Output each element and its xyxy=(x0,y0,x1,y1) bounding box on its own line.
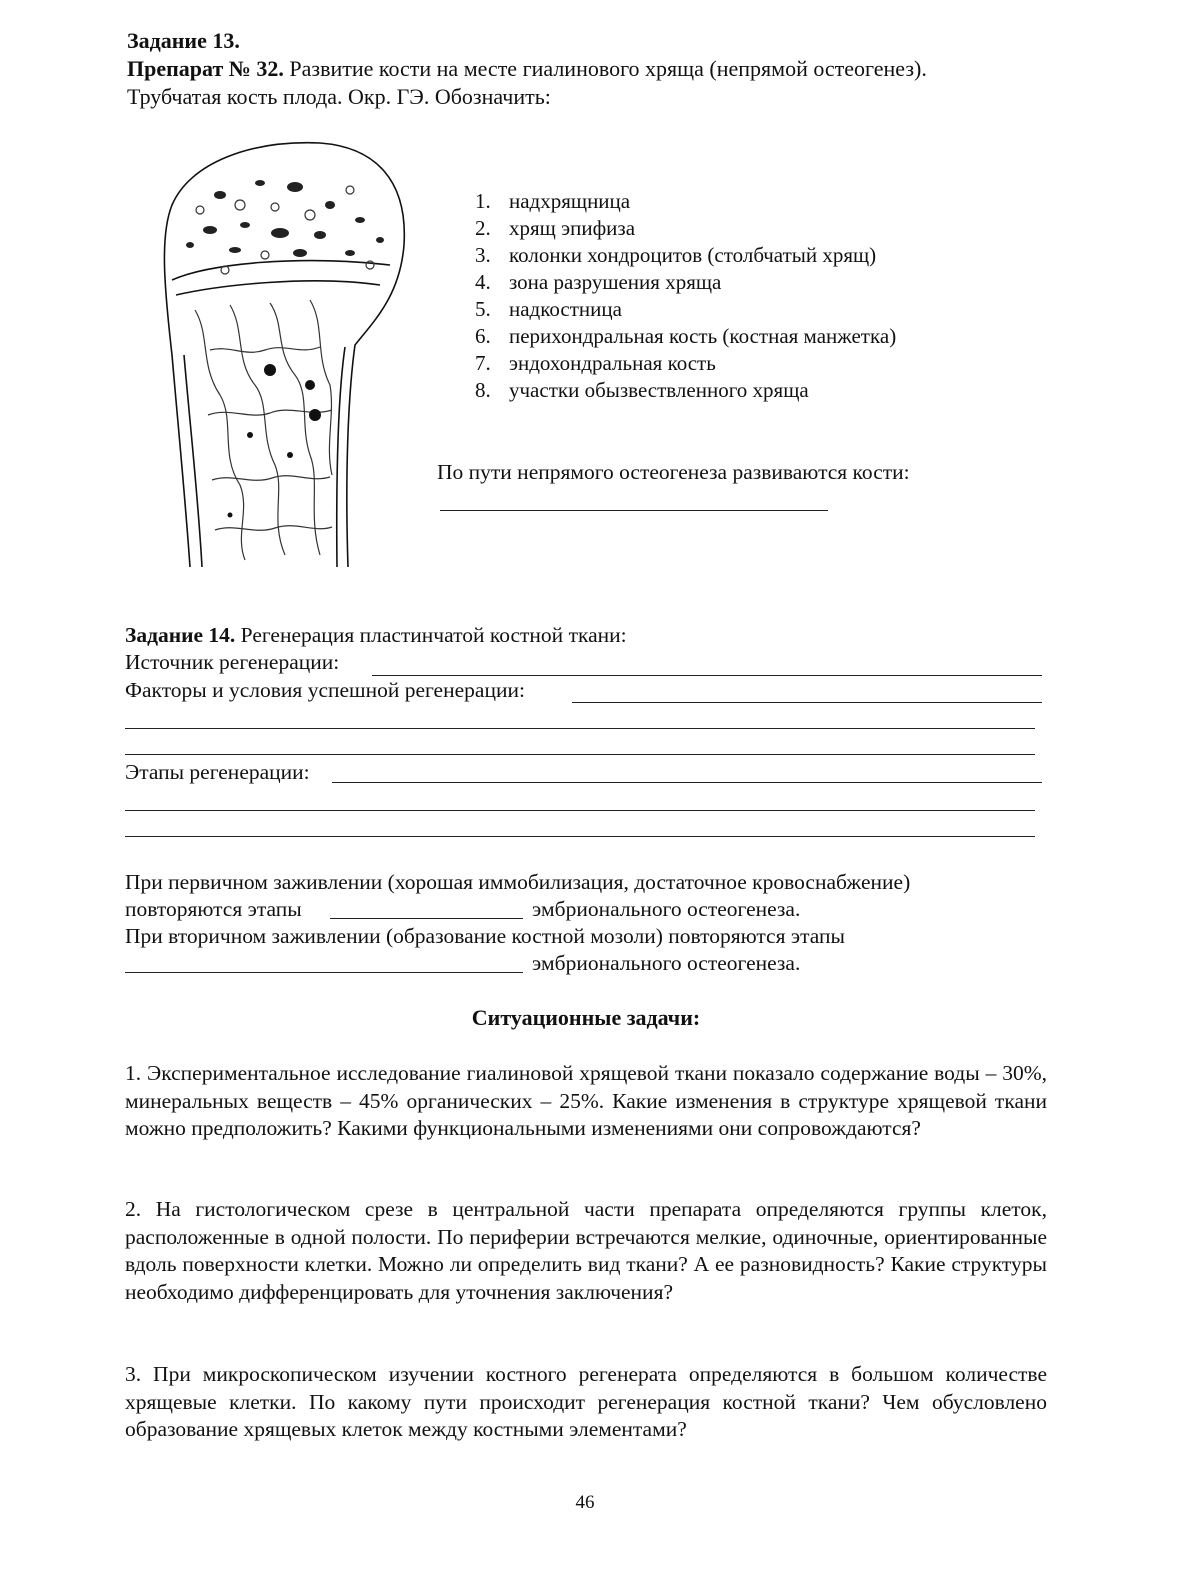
answer-line[interactable] xyxy=(572,702,1042,703)
situational-task-3: 3. При микроскопическом изучении костного регенерата определяются в большом количестве хрящевые клетки. По какому пути происходит регенерация костной ткани? Чем обусловлено образование хрящевых клеток между костными элементами? xyxy=(125,1362,1047,1441)
answer-line[interactable] xyxy=(125,728,1035,729)
answer-line[interactable] xyxy=(372,675,1042,676)
legend-num: 1. xyxy=(475,189,491,213)
answer-line[interactable] xyxy=(125,972,523,973)
legend-item xyxy=(475,324,896,349)
answer-line[interactable] xyxy=(125,754,1035,755)
task13-title: Задание 13. xyxy=(127,28,240,53)
prep-text: Развитие кости на месте гиалинового хряща (непрямой остеогенез). xyxy=(283,56,927,81)
primary-line2b: эмбрионального остеогенеза. xyxy=(532,897,801,921)
legend-item xyxy=(475,270,721,295)
stages-label: Этапы регенерации: xyxy=(125,760,310,784)
legend-num: 2. xyxy=(475,216,491,240)
legend-text: эндохондральная кость xyxy=(509,351,716,375)
secondary-line2: эмбрионального остеогенеза. xyxy=(532,951,801,975)
legend-num: 6. xyxy=(475,324,491,348)
legend-num: 8. xyxy=(475,378,491,402)
legend-item xyxy=(475,189,630,214)
situational-task-1: 1. Экспериментальное исследование гиалиновой хрящевой ткани показало содержание воды – 30%, минеральных веществ – 45% органических – 25%. Какие изменения в структуре хрящевой ткани можно предположить? Какими функциональными изменениями они сопровождаются? xyxy=(125,1061,1047,1140)
answer-line[interactable] xyxy=(125,836,1035,837)
legend-num: 7. xyxy=(475,351,491,375)
legend-item xyxy=(475,297,622,322)
legend-item xyxy=(475,351,716,376)
legend-text: надхрящница xyxy=(509,189,631,213)
legend-item xyxy=(475,243,876,268)
secondary-line1: При вторичном заживлении (образование костной мозоли) повторяются этапы xyxy=(125,924,845,948)
task13-prep-line xyxy=(127,56,927,82)
legend-item xyxy=(475,216,635,241)
source-label: Источник регенерации: xyxy=(125,650,340,674)
situational-heading: Ситуационные задачи: xyxy=(471,1005,701,1030)
answer-line[interactable] xyxy=(125,810,1035,811)
task13-line2: Трубчатая кость плода. Окр. ГЭ. Обозначить: xyxy=(127,84,551,109)
task14-title: Задание 14. xyxy=(125,623,236,647)
legend-num: 4. xyxy=(475,270,491,294)
task14-title-line xyxy=(125,623,627,648)
answer-line[interactable] xyxy=(440,510,828,511)
legend-num: 5. xyxy=(475,297,491,321)
page-number: 46 xyxy=(575,1492,595,1513)
prep-label: Препарат № 32. xyxy=(127,56,284,81)
answer-line[interactable] xyxy=(330,918,523,919)
task14-title-text: Регенерация пластинчатой костной ткани: xyxy=(235,623,627,647)
legend-text: хрящ эпифиза xyxy=(509,216,636,240)
legend-num: 3. xyxy=(475,243,491,267)
legend-text: перихондральная кость (костная манжетка) xyxy=(509,324,897,348)
legend-text: зона разрушения хряща xyxy=(509,270,722,294)
bone-illustration xyxy=(150,135,415,580)
legend-text: надкостница xyxy=(509,297,622,321)
legend-item xyxy=(475,378,809,403)
primary-line2a: повторяются этапы xyxy=(125,897,302,921)
situational-task-2: 2. На гистологическом срезе в центральной части препарата определяются группы клеток, расположенные в одной полости. По периферии встречаются мелкие, одиночные, ориентированные вдоль поверхности клетки. Можно ли определить вид ткани? А ее разновидность? Какие структуры необходимо дифференцировать для уточнения заключения? xyxy=(125,1197,1047,1304)
legend-text: участки обызвествленного хряща xyxy=(509,378,809,402)
legend-text: колонки хондроцитов (столбчатый хрящ) xyxy=(509,243,877,267)
primary-line1: При первичном заживлении (хорошая иммобилизация, достаточное кровоснабжение) xyxy=(125,870,911,894)
task13-question: По пути непрямого остеогенеза развиваются кости: xyxy=(437,460,910,484)
answer-line[interactable] xyxy=(332,782,1042,783)
factors-label: Факторы и условия успешной регенерации: xyxy=(125,678,525,702)
